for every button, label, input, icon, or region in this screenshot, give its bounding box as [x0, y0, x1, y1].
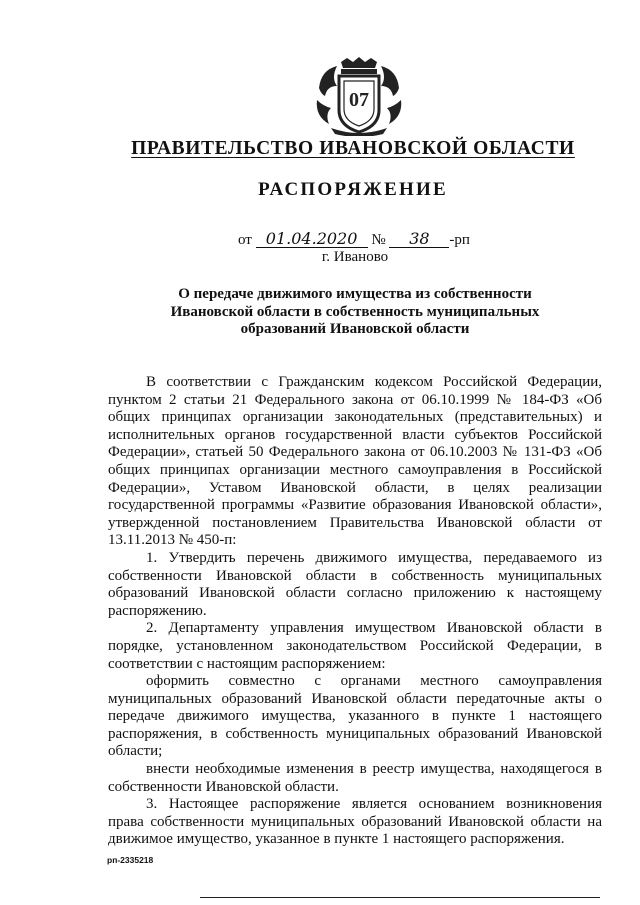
document-subject: О передаче движимого имущества из собственности Ивановской области в собственность муниципальных образований Ивановской области [170, 286, 540, 337]
emblem-numbers: 07 [349, 89, 369, 111]
coat-of-arms-emblem [311, 56, 407, 136]
paragraph-item-3: 3. Настоящее распоряжение является основанием возникновения права собственности муниципальных образований Ивановской области на движимое имущество, указанное в пункте 1 настоящего распоряжения. [108, 796, 602, 848]
government-title: ПРАВИТЕЛЬСТВО ИВАНОВСКОЙ ОБЛАСТИ [131, 138, 575, 159]
number-label: № [371, 232, 386, 248]
handwritten-number: 38 [389, 230, 449, 248]
paragraph-item-2-sub-1: оформить совместно с органами местного самоуправления муниципальных образований Ивановской области передаточные акты о передаче движимого имущества, указанного в пункте 1 настоящего распоряжения, в собственность муниципальных образований Ивановской области; [108, 673, 602, 760]
city-name: г. Иваново [321, 249, 389, 265]
date-prefix: от [238, 232, 252, 248]
number-suffix: -рп [449, 232, 470, 248]
footer-divider [200, 897, 600, 898]
document-type-heading: РАСПОРЯЖЕНИЕ [258, 179, 448, 200]
handwritten-date: 01.04.2020 [256, 230, 368, 248]
paragraph-item-2-sub-2: внести необходимые изменения в реестр имущества, находящегося в собственности Ивановской области. [108, 761, 602, 795]
date-number-line [238, 230, 470, 249]
paragraph-item-1: 1. Утвердить перечень движимого имущества, передаваемого из собственности Ивановской области в собственность муниципальных образований Ивановской области согласно приложению к настоящему распоряжению. [108, 549, 602, 619]
paragraph-item-2: 2. Департаменту управления имуществом Ивановской области в порядке, установленном законодательством Российской Федерации, в соответствии с настоящим распоряжением: [108, 620, 602, 672]
paragraph-preamble: В соответствии с Гражданским кодексом Российской Федерации, пунктом 2 статьи 21 Федерального закона от 06.10.1999 № 184-ФЗ «Об общих принципах организации законодательных (представительных) и исполнительных органов государственной власти субъектов Российской Федерации», статьей 50 Федерального закона от 06.10.2003 № 131-ФЗ «Об общих принципах организации местного самоуправления в Российской Федерации», Уставом Ивановской области, в целях реализации государственной программы «Развитие образования Ивановской области», утвержденной постановлением Правительства Ивановской области от 13.11.2013 № 450-п: [108, 374, 602, 549]
document-body [108, 374, 602, 849]
document-code: рп-2335218 [107, 855, 154, 865]
